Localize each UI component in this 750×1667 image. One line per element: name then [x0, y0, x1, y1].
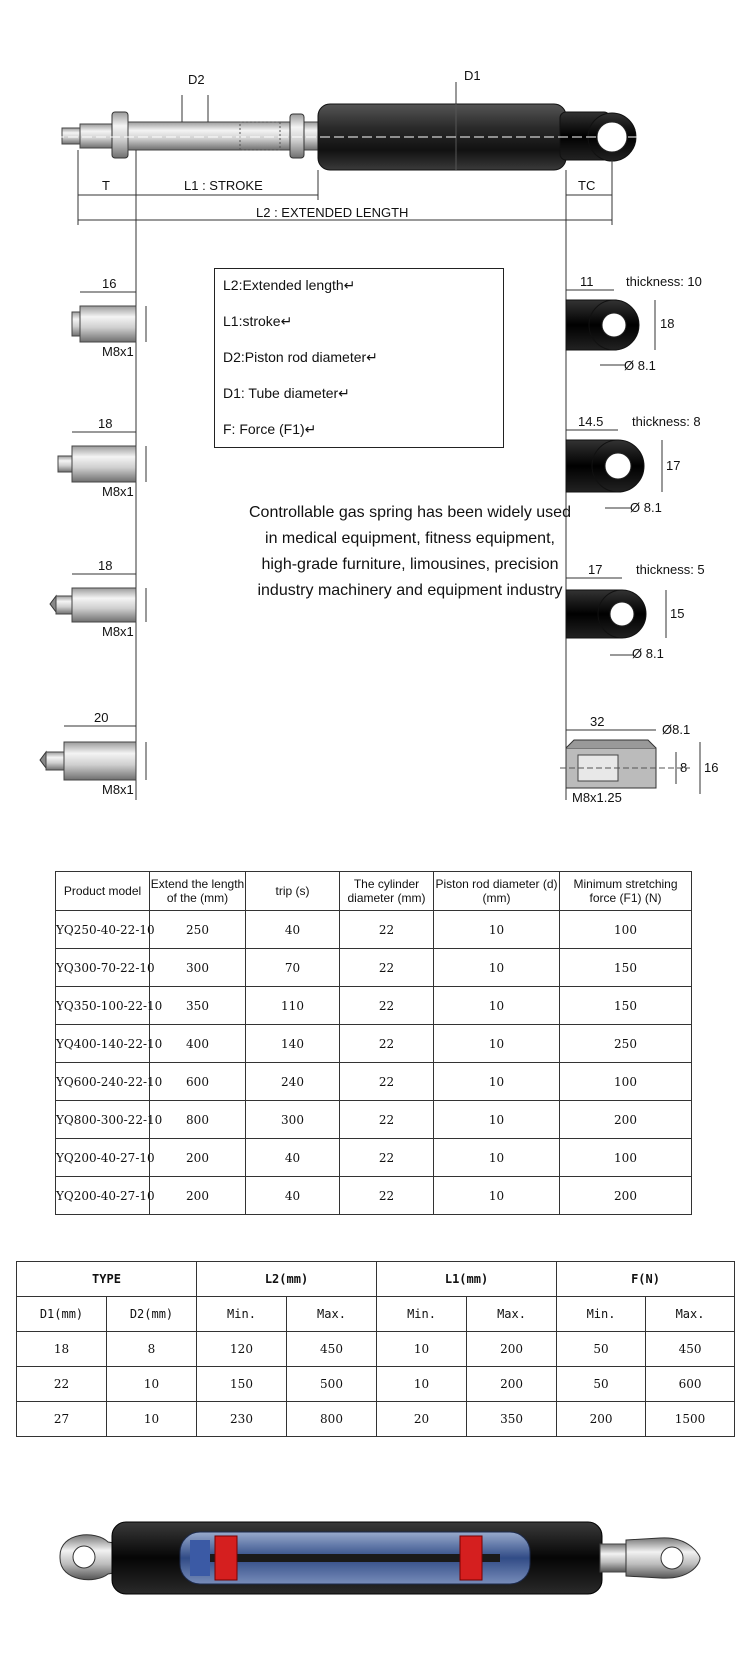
table-cell: 300: [246, 1101, 340, 1139]
sub-header-cell: Max.: [287, 1297, 377, 1332]
table-cell: 350: [467, 1402, 557, 1437]
table-row: [17, 1367, 735, 1402]
table-cell: 20: [377, 1402, 467, 1437]
table-cell: 22: [340, 1139, 434, 1177]
right-end-3-hole: Ø 8.1: [632, 646, 664, 661]
description-line: high-grade furniture, limousines, precision: [261, 556, 559, 573]
table-cell: 10: [434, 1139, 560, 1177]
table-cell: 22: [340, 987, 434, 1025]
table-row: [56, 1177, 692, 1215]
table-row: [17, 1332, 735, 1367]
table-cell: 10: [107, 1367, 197, 1402]
table-row: [56, 911, 692, 949]
sub-header-cell: D1(mm): [17, 1297, 107, 1332]
right-end-1-hole: Ø 8.1: [624, 358, 656, 373]
right-end-1: [566, 290, 655, 365]
sub-header-cell: Min.: [557, 1297, 646, 1332]
table-row: [56, 1025, 692, 1063]
table-row: [56, 987, 692, 1025]
table-cell: 500: [287, 1367, 377, 1402]
sub-header-cell: Min.: [197, 1297, 287, 1332]
legend-f: F: Force (F1)↵: [223, 421, 317, 437]
left-end-3: [50, 574, 146, 622]
table-cell: 200: [467, 1332, 557, 1367]
table-cell: 800: [287, 1402, 377, 1437]
group-header-row: [17, 1262, 735, 1297]
header-cell: Minimum stretching force (F1) (N): [560, 872, 692, 911]
header-cell: trip (s): [246, 872, 340, 911]
table-cell: 250: [150, 911, 246, 949]
left-end-fittings: [40, 292, 146, 780]
table-cell: 10: [377, 1332, 467, 1367]
right-end-1-width: 11: [580, 274, 594, 289]
left-end-1: [72, 292, 146, 342]
table-cell: 450: [646, 1332, 735, 1367]
legend-l2: L2:Extended length↵: [223, 277, 356, 293]
table-cell: 200: [150, 1139, 246, 1177]
right-end-1-height: 18: [660, 316, 675, 331]
right-end-3-width: 17: [588, 562, 603, 577]
header-f: F(N): [557, 1262, 735, 1297]
table-cell: 22: [340, 1101, 434, 1139]
table-row: [56, 1101, 692, 1139]
t-label: T: [102, 178, 110, 193]
table-cell: 100: [560, 911, 692, 949]
table-cell: 10: [377, 1367, 467, 1402]
header-cell: Piston rod diameter (d) (mm): [434, 872, 560, 911]
right-end-3-thickness: thickness: 5: [636, 562, 705, 577]
right-end-3-height: 15: [670, 606, 685, 621]
table-cell: YQ250-40-22-10: [56, 911, 150, 949]
table-cell: 22: [340, 949, 434, 987]
left-end-3-thread: M8x1: [102, 624, 134, 639]
table-cell: 110: [246, 987, 340, 1025]
table-cell: 70: [246, 949, 340, 987]
table-cell: 200: [560, 1177, 692, 1215]
gas-spring-drawing: [0, 0, 750, 820]
table-cell: YQ400-140-22-10: [56, 1025, 150, 1063]
left-end-1-thread: M8x1: [102, 344, 134, 359]
header-l1: L1(mm): [377, 1262, 557, 1297]
table-cell: YQ350-100-22-10: [56, 987, 150, 1025]
table-cell: 22: [340, 1063, 434, 1101]
table-cell: 10: [434, 987, 560, 1025]
table-cell: 600: [150, 1063, 246, 1101]
sub-header-cell: Max.: [467, 1297, 557, 1332]
table-row: [17, 1402, 735, 1437]
table-cell: 450: [287, 1332, 377, 1367]
header-cell: Extend the length of the (mm): [150, 872, 246, 911]
type-range-table: [16, 1261, 735, 1437]
sub-header-cell: Min.: [377, 1297, 467, 1332]
header-type: TYPE: [17, 1262, 197, 1297]
table-cell: 600: [646, 1367, 735, 1402]
table-cell: 27: [17, 1402, 107, 1437]
right-end-2-height: 17: [666, 458, 681, 473]
table-cell: 150: [560, 987, 692, 1025]
left-end-4-thread: M8x1: [102, 782, 134, 797]
right-end-4: [560, 730, 700, 794]
right-end-4-width: 32: [590, 714, 605, 729]
description-line: in medical equipment, fitness equipment,: [265, 530, 555, 547]
right-end-2: [566, 430, 662, 508]
table-cell: 400: [150, 1025, 246, 1063]
d1-label: D1: [464, 68, 481, 83]
right-end-1-thickness: thickness: 10: [626, 274, 702, 289]
table-cell: 10: [107, 1402, 197, 1437]
right-end-4-hole: Ø8.1: [662, 722, 691, 737]
product-model-table: [55, 871, 692, 1215]
table-cell: 22: [340, 1177, 434, 1215]
right-end-4-inner: 8: [680, 760, 688, 775]
table-cell: 10: [434, 1025, 560, 1063]
table-cell: 18: [17, 1332, 107, 1367]
table-cell: 250: [560, 1025, 692, 1063]
left-end-1-width: 16: [102, 276, 117, 291]
table-cell: 1500: [646, 1402, 735, 1437]
sub-header-cell: D2(mm): [107, 1297, 197, 1332]
d2-label: D2: [188, 72, 205, 87]
description-line: Controllable gas spring has been widely used: [249, 504, 571, 521]
l2-extended-label: L2 : EXTENDED LENGTH: [256, 205, 409, 220]
sub-header-cell: Max.: [646, 1297, 735, 1332]
table-cell: 140: [246, 1025, 340, 1063]
table-cell: 200: [557, 1402, 646, 1437]
left-end-4-width: 20: [94, 710, 109, 725]
table-cell: 40: [246, 1177, 340, 1215]
left-end-2: [58, 432, 146, 482]
right-end-2-hole: Ø 8.1: [630, 500, 662, 515]
header-l2: L2(mm): [197, 1262, 377, 1297]
header-cell: Product model: [56, 872, 150, 911]
table-cell: 230: [197, 1402, 287, 1437]
table-cell: 100: [560, 1063, 692, 1101]
left-end-2-width: 18: [98, 416, 113, 431]
description-line: industry machinery and equipment industry: [257, 582, 563, 599]
l1-stroke-label: L1 : STROKE: [184, 178, 263, 193]
legend-d2: D2:Piston rod diameter↵: [223, 349, 378, 365]
gas-spring-cutaway: [0, 1480, 750, 1620]
right-end-2-width: 14.5: [578, 414, 604, 429]
table-cell: 22: [17, 1367, 107, 1402]
table-cell: 22: [340, 1025, 434, 1063]
table-cell: 40: [246, 1139, 340, 1177]
table-cell: 40: [246, 911, 340, 949]
description: [195, 500, 625, 604]
right-end-2-thickness: thickness: 8: [632, 414, 701, 429]
left-end-4: [40, 726, 146, 780]
table-cell: 10: [434, 1063, 560, 1101]
table-cell: 10: [434, 1177, 560, 1215]
table-cell: 22: [340, 911, 434, 949]
legend-l1: L1:stroke↵: [223, 313, 293, 329]
table-cell: 150: [197, 1367, 287, 1402]
sub-header-row: [17, 1297, 735, 1332]
header-cell: The cylinder diameter (mm): [340, 872, 434, 911]
table-row: [56, 949, 692, 987]
table-cell: YQ600-240-22-10: [56, 1063, 150, 1101]
legend-box: [214, 268, 504, 448]
left-end-3-width: 18: [98, 558, 113, 573]
table-cell: 10: [434, 1101, 560, 1139]
table-cell: 200: [560, 1101, 692, 1139]
tc-label: TC: [578, 178, 596, 193]
table-cell: YQ800-300-22-10: [56, 1101, 150, 1139]
table-cell: 150: [560, 949, 692, 987]
table-cell: 50: [557, 1367, 646, 1402]
table-cell: 350: [150, 987, 246, 1025]
right-end-4-thread: M8x1.25: [572, 790, 622, 805]
table-cell: 10: [434, 949, 560, 987]
table-cell: 300: [150, 949, 246, 987]
table-cell: 10: [434, 911, 560, 949]
table-cell: 240: [246, 1063, 340, 1101]
main-spring: [40, 104, 650, 170]
legend-d1: D1: Tube diameter↵: [223, 385, 350, 401]
table-cell: 100: [560, 1139, 692, 1177]
right-end-4-outer: 16: [704, 760, 719, 775]
table-cell: 50: [557, 1332, 646, 1367]
table-cell: 120: [197, 1332, 287, 1367]
table-row: [56, 1063, 692, 1101]
table-cell: 200: [150, 1177, 246, 1215]
table-cell: YQ300-70-22-10: [56, 949, 150, 987]
table-cell: 200: [467, 1367, 557, 1402]
table-cell: YQ200-40-27-10: [56, 1139, 150, 1177]
table-header-row: [56, 872, 692, 911]
table-cell: 800: [150, 1101, 246, 1139]
table-row: [56, 1139, 692, 1177]
table-cell: 8: [107, 1332, 197, 1367]
left-end-2-thread: M8x1: [102, 484, 134, 499]
table-cell: YQ200-40-27-10: [56, 1177, 150, 1215]
